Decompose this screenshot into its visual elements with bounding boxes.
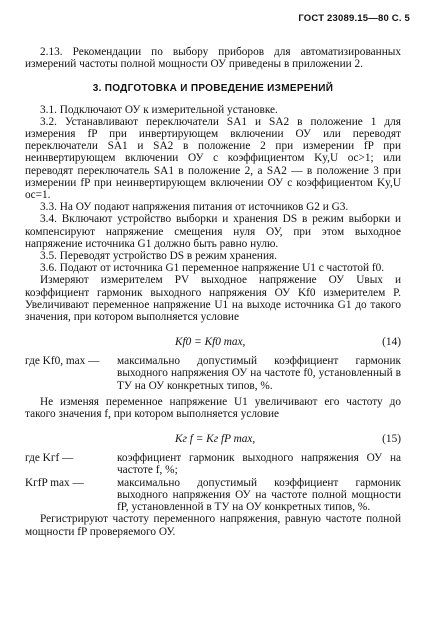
- definition-text: максимально допустимый коэффициент гармоник выходного напряжения ОУ на частоте f0, установленный в ТУ на ОУ конкретных типов, %.: [117, 355, 401, 392]
- paragraph-3-2: 3.2. Устанавливают переключатели SA1 и SA2 в положение 1 для измерения fP при инвертирующем включении ОУ или переводят переключатели SA1 и SA2 в положение 2 при измерении fP при неинвертирующем включении ОУ с коэффициентом Ky,U oc>1; или переводят переключатель SA1 в положение 2, а SA2 — в положение 3 при измерении fP при неинвертирующем включении ОУ с коэффициентом Ky,U oc=1.: [25, 115, 401, 202]
- section-title: 3. ПОДГОТОВКА И ПРОВЕДЕНИЕ ИЗМЕРЕНИЙ: [92, 83, 334, 95]
- definition-key: где Kгf —: [25, 452, 74, 465]
- definition-kf0-max: [25, 355, 401, 392]
- formula-14-number: (14): [382, 336, 401, 349]
- paragraph-3-1: 3.1. Подключают ОУ к измерительной установке.: [40, 103, 278, 116]
- paragraph-2-13: 2.13. Рекомендации по выбору приборов для автоматизированных измерений частоты полной мощности ОУ приведены в приложении 2.: [25, 46, 401, 71]
- paragraph-3-4: 3.4. Включают устройство выборки и хранения DS в режим выборки и компенсируют напряжение смещения нуля ОУ, при этом выходное напряжение источника G1 должно быть равно нулю.: [25, 213, 401, 250]
- formula-14-expression: Kf0 = Kf0 max,: [175, 336, 246, 349]
- paragraph-3-3: 3.3. На ОУ подают напряжения питания от источников G2 и G3.: [40, 201, 349, 214]
- definition-key: где Kf0, max —: [25, 355, 100, 368]
- paragraph-3-6b: Измеряют измерителем PV выходное напряжение ОУ Uвых и коэффициент гармоник выходного напряжения ОУ Kf0 измерителем P. Увеличивают переменное напряжение U1 на выходе источника G1 до такого значения, при котором выполняется условие: [25, 274, 401, 324]
- paragraph-3-6a: 3.6. Подают от источника G1 переменное напряжение U1 с частотой f0.: [40, 262, 385, 275]
- definition-kgf: [25, 452, 401, 476]
- paragraph-register: Регистрируют частоту переменного напряжения, равную частоте полной мощности fP проверяемого ОУ.: [25, 513, 401, 538]
- formula-15-expression: Kг f = Kг fP max,: [175, 433, 256, 446]
- definition-kgfp-max: [25, 477, 401, 514]
- page-header-reference: ГОСТ 23089.15—80 С. 5: [298, 13, 410, 24]
- document-body: [25, 46, 401, 538]
- definition-text: коэффициент гармоник выходного напряжения ОУ на частоте f, %;: [117, 452, 401, 477]
- definition-text: максимально допустимый коэффициент гармоник выходного напряжения ОУ на частоте полной мощности fP, установленной в ТУ на ОУ конкретных типов, %.: [117, 476, 401, 514]
- paragraph-change-frequency: Не изменяя переменное напряжение U1 увеличивают его частоту до такого значения f, при котором выполняется условие: [25, 395, 401, 421]
- formula-15: [25, 426, 401, 452]
- definition-key: KгfP max —: [25, 476, 84, 489]
- formula-15-number: (15): [382, 433, 401, 446]
- paragraph-3-5: 3.5. Переводят устройство DS в режим хранения.: [40, 250, 278, 263]
- formula-14: [25, 329, 401, 355]
